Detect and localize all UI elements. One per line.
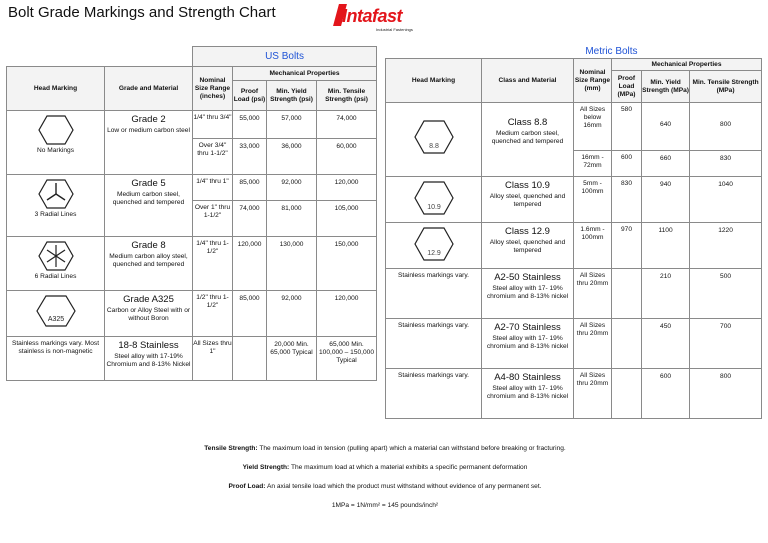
grade-name: Grade 5 <box>131 178 166 189</box>
tensile-strength: 60,000 <box>317 139 377 175</box>
table-row <box>386 369 762 419</box>
hex-3-radial-lines-icon <box>38 178 74 210</box>
proof-load <box>233 337 267 381</box>
class-desc: Steel alloy with 17- 19% chromium and 8-13% nickel <box>486 335 569 350</box>
metric-size-header: Nominal Size Range (mm) <box>574 59 612 103</box>
proof-load: 55,000 <box>233 111 267 139</box>
table-row <box>386 319 762 369</box>
class-desc: Steel alloy with 17- 19% chromium and 8-13% nickel <box>486 285 569 300</box>
metric-mech-header: Mechanical Properties <box>612 59 762 71</box>
tensile-strength: 500 <box>690 269 762 319</box>
proof-note-label: Proof Load: <box>228 483 266 490</box>
proof-load: 580 <box>612 103 642 151</box>
head-marking-label: 6 Radial Lines <box>34 273 77 280</box>
tensile-strength: 105,000 <box>317 201 377 237</box>
metric-class-header: Class and Material <box>482 59 574 103</box>
us-mech-header: Mechanical Properties <box>233 67 377 81</box>
table-row <box>7 111 377 139</box>
class-cell <box>482 103 574 177</box>
tensile-strength: 800 <box>690 103 762 151</box>
proof-load: 970 <box>612 223 642 269</box>
yield-note-text: The maximum load at which a material exhibits a specific permanent deformation <box>290 464 528 471</box>
head-marking-cell: Stainless markings vary. <box>386 369 482 419</box>
tensile-strength: 120,000 <box>317 291 377 337</box>
table-row <box>386 223 762 269</box>
table-row <box>7 175 377 201</box>
class-cell <box>482 369 574 419</box>
table-row <box>7 337 377 381</box>
yield-strength: 640 <box>642 103 690 151</box>
head-marking-cell: Stainless markings vary. Most stainless is non-magnetic <box>7 337 105 381</box>
tensile-note-text: The maximum load in tension (pulling apart) which a material can withstand before breaking or fracturing. <box>259 445 566 452</box>
yield-strength: 36,000 <box>267 139 317 175</box>
yield-strength: 1100 <box>642 223 690 269</box>
metric-bolts-title: Metric Bolts <box>386 46 642 58</box>
logo-brand: Intafast <box>342 6 403 26</box>
proof-note <box>150 482 620 491</box>
tensile-strength: 74,000 <box>317 111 377 139</box>
metric-head-marking-header: Head Marking <box>386 59 482 103</box>
tensile-strength: 65,000 Min. 100,000 – 150,000 Typical <box>317 337 377 381</box>
head-marking-cell: Stainless markings vary. <box>386 319 482 369</box>
class-name: A2-50 Stainless <box>494 272 561 283</box>
tensile-note <box>150 444 620 453</box>
table-row <box>7 237 377 291</box>
proof-load: 85,000 <box>233 175 267 201</box>
yield-strength: 92,000 <box>267 291 317 337</box>
head-marking-cell <box>386 177 482 223</box>
proof-load: 74,000 <box>233 201 267 237</box>
grade-desc: Low or medium carbon steel <box>107 127 190 134</box>
us-size-header: Nominal Size Range (inches) <box>193 67 233 111</box>
tensile-strength: 120,000 <box>317 175 377 201</box>
class-cell <box>482 319 574 369</box>
class-desc: Steel alloy with 17- 19% chromium and 8-13% nickel <box>486 385 569 400</box>
class-name: A2-70 Stainless <box>494 322 561 333</box>
us-bolts-table <box>6 46 377 381</box>
us-head-marking-header: Head Marking <box>7 67 105 111</box>
metric-yield-header: Min. Yield Strength (MPa) <box>642 71 690 103</box>
size-range: 1/4" thru 3/4" <box>193 111 233 139</box>
grade-cell <box>105 175 193 237</box>
class-desc: Medium carbon steel, quenched and tempered <box>491 130 564 145</box>
svg-text:8.8: 8.8 <box>428 143 439 150</box>
grade-name: Grade 2 <box>131 114 166 125</box>
proof-load: 830 <box>612 177 642 223</box>
class-name: Class 10.9 <box>505 180 550 191</box>
metric-proof-header: Proof Load (MPa) <box>612 71 642 103</box>
yield-strength: 81,000 <box>267 201 317 237</box>
hex-no-marking-icon <box>38 114 74 146</box>
yield-strength: 92,000 <box>267 175 317 201</box>
conversion-note: 1MPa = 1N/mm² = 145 pounds/inch² <box>331 502 439 509</box>
us-proof-header: Proof Load (psi) <box>233 81 267 111</box>
proof-note-text: An axial tensile load which the product must withstand without evidence of any permanent set. <box>266 483 542 490</box>
tensile-strength: 1040 <box>690 177 762 223</box>
head-marking-label: No Markings <box>36 147 74 154</box>
table-row <box>7 291 377 337</box>
proof-load: 600 <box>612 151 642 177</box>
intafast-logo <box>336 4 422 34</box>
tensile-strength: 150,000 <box>317 237 377 291</box>
yield-strength: 57,000 <box>267 111 317 139</box>
yield-strength: 940 <box>642 177 690 223</box>
size-range: All Sizes thru 20mm <box>574 319 612 369</box>
class-name: Class 8.8 <box>507 117 548 128</box>
grade-desc: Medium carbon alloy steel, quenched and tempered <box>109 253 188 268</box>
size-range: 1.6mm - 100mm <box>574 223 612 269</box>
hex-10-9-icon <box>414 180 454 216</box>
head-marking-cell <box>386 223 482 269</box>
grade-cell <box>105 237 193 291</box>
us-bolts-title: US Bolts <box>193 47 377 67</box>
head-marking-label: 3 Radial Lines <box>34 211 77 218</box>
proof-load: 33,000 <box>233 139 267 175</box>
size-range: 1/4" thru 1-1/2" <box>193 237 233 291</box>
yield-note <box>150 463 620 472</box>
head-marking-cell <box>7 175 105 237</box>
class-cell <box>482 177 574 223</box>
grade-cell <box>105 337 193 381</box>
table-row <box>386 103 762 151</box>
size-range: All Sizes thru 20mm <box>574 269 612 319</box>
svg-text:10.9: 10.9 <box>426 204 441 211</box>
class-cell <box>482 223 574 269</box>
size-range: All Sizes thru 1" <box>193 337 233 381</box>
proof-load: 120,000 <box>233 237 267 291</box>
us-tensile-header: Min. Tensile Strength (psi) <box>317 81 377 111</box>
proof-load <box>612 269 642 319</box>
page-title: Bolt Grade Markings and Strength Chart <box>8 4 276 21</box>
size-range: 1/4" thru 1" <box>193 175 233 201</box>
hex-8-8-icon <box>414 119 454 155</box>
size-range: 5mm - 100mm <box>574 177 612 223</box>
yield-strength: 660 <box>642 151 690 177</box>
size-range: Over 3/4" thru 1-1/2" <box>193 139 233 175</box>
metric-tensile-header: Min. Tensile Strength (MPa) <box>690 71 762 103</box>
head-marking-cell <box>7 237 105 291</box>
class-name: A4-80 Stainless <box>494 372 561 383</box>
grade-cell <box>105 111 193 175</box>
class-desc: Alloy steel, quenched and tempered <box>489 193 566 208</box>
grade-desc: Carbon or Alloy Steel with or without Boron <box>106 307 191 322</box>
yield-strength: 450 <box>642 319 690 369</box>
tensile-strength: 1220 <box>690 223 762 269</box>
tensile-strength: 700 <box>690 319 762 369</box>
hex-a325-icon <box>36 294 76 328</box>
head-marking-cell <box>386 103 482 177</box>
tensile-strength: 830 <box>690 151 762 177</box>
size-range: Over 1" thru 1-1/2" <box>193 201 233 237</box>
us-grade-header: Grade and Material <box>105 67 193 111</box>
yield-note-label: Yield Strength: <box>242 464 290 471</box>
class-name: Class 12.9 <box>505 226 550 237</box>
yield-strength: 130,000 <box>267 237 317 291</box>
svg-text:A325: A325 <box>47 316 64 323</box>
proof-load: 85,000 <box>233 291 267 337</box>
grade-desc: Steel alloy with 17-19% Chromium and 8-13% Nickel <box>106 353 191 368</box>
logo-subtitle: Industrial Fastenings <box>376 27 413 32</box>
yield-strength: 600 <box>642 369 690 419</box>
class-desc: Alloy steel, quenched and tempered <box>489 239 566 254</box>
table-row <box>386 177 762 223</box>
hex-12-9-icon <box>414 226 454 262</box>
tensile-note-label: Tensile Strength: <box>204 445 258 452</box>
us-yield-header: Min. Yield Strength (psi) <box>267 81 317 111</box>
head-marking-cell <box>7 111 105 175</box>
class-cell <box>482 269 574 319</box>
head-marking-cell: Stainless markings vary. <box>386 269 482 319</box>
grade-name: 18-8 Stainless <box>118 340 179 351</box>
table-row <box>386 269 762 319</box>
size-range: All Sizes below 16mm <box>574 103 612 151</box>
grade-cell <box>105 291 193 337</box>
svg-text:12.9: 12.9 <box>426 250 441 257</box>
proof-load <box>612 369 642 419</box>
grade-name: Grade 8 <box>131 240 166 251</box>
grade-desc: Medium carbon steel, quenched and tempered <box>112 191 185 206</box>
proof-load <box>612 319 642 369</box>
size-range: 1/2" thru 1-1/2" <box>193 291 233 337</box>
hex-6-radial-lines-icon <box>38 240 74 272</box>
size-range: 16mm - 72mm <box>574 151 612 177</box>
size-range: All Sizes thru 20mm <box>574 369 612 419</box>
tensile-strength: 800 <box>690 369 762 419</box>
yield-strength: 210 <box>642 269 690 319</box>
metric-bolts-table <box>385 46 762 419</box>
yield-strength: 20,000 Min. 65,000 Typical <box>267 337 317 381</box>
definitions-notes <box>150 444 620 520</box>
head-marking-cell <box>7 291 105 337</box>
grade-name: Grade A325 <box>123 294 174 305</box>
